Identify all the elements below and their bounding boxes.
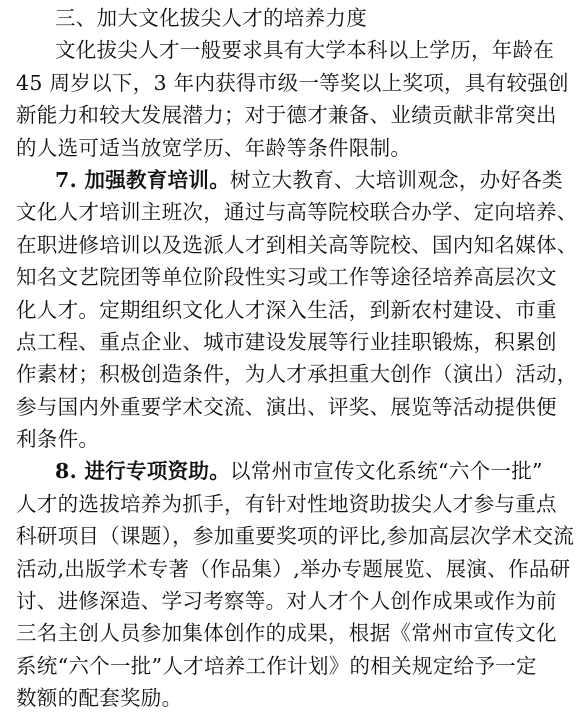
item7-line-5: 化人才。定期组织文化人才深入生活，到新农村建设、市重 — [16, 297, 557, 322]
para1-line-4: 的人选可适当放宽学历、年龄等条件限制。 — [16, 135, 412, 160]
item7-line-4: 知名文艺院团等单位阶段性实习或工作等途径培养高层次文 — [16, 265, 557, 290]
para1-line-2: 45 周岁以下，3 年内获得市级一等奖以上奖项，具有较强创 — [16, 70, 569, 95]
item8-first-line-text: 以常州市宣传文化系统“六个一批” — [230, 459, 543, 484]
item8-title: 8. 进行专项资助。 — [55, 459, 231, 484]
para1-line-1: 文化拔尖人才一般要求具有大学本科以上学历，年龄在 — [55, 38, 555, 63]
item7-first-line-text: 树立大教育、大培训观念，办好各类 — [230, 167, 563, 192]
item7-line-2: 文化人才培训主班次，通过与高等院校联合办学、定向培养、 — [16, 200, 578, 225]
item7-first-line — [16, 164, 563, 196]
document-page — [0, 2, 578, 711]
item7-line-7: 作素材；积极创造条件，为人才承担重大创作（演出）活动， — [16, 362, 578, 387]
item8-line-2: 人才的选拔培养为抓手，有针对性地资助拔尖人才参与重点 — [16, 491, 557, 516]
item8-first-line — [16, 455, 543, 487]
item8-line-7: 系统“六个一批”人才培养工作计划》的相关规定给予一定 — [16, 653, 537, 678]
item8-line-5: 讨、进修深造、学习考察等。对人才个人创作成果或作为前 — [16, 589, 557, 614]
item7-title: 7. 加强教育培训。 — [55, 167, 231, 192]
item7-line-3: 在职进修培训以及选派人才到相关高等院校、国内知名媒体、 — [16, 232, 578, 257]
section-heading: 三、加大文化拔尖人才的培养力度 — [55, 6, 367, 30]
item7-line-6: 点工程、重点企业、城市建设发展等行业挂职锻炼，积累创 — [16, 329, 557, 354]
item7-line-8: 参与国内外重要学术交流、演出、评奖、展览等活动提供便 — [16, 394, 557, 419]
item8-line-4: 活动,出版学术专著（作品集）,举办专题展览、展演、作品研 — [16, 556, 571, 581]
item8-line-8: 数额的配套奖励。 — [16, 686, 183, 711]
item7-line-9: 利条件。 — [16, 427, 100, 452]
item8-line-6: 三名主创人员参加集体创作的成果，根据《常州市宣传文化 — [16, 621, 557, 646]
para1-line-3: 新能力和较大发展潜力；对于德才兼备、业绩贡献非常突出 — [16, 103, 557, 128]
item8-line-3: 科研项目（课题），参加重要奖项的评比,参加高层次学术交流 — [16, 524, 575, 549]
